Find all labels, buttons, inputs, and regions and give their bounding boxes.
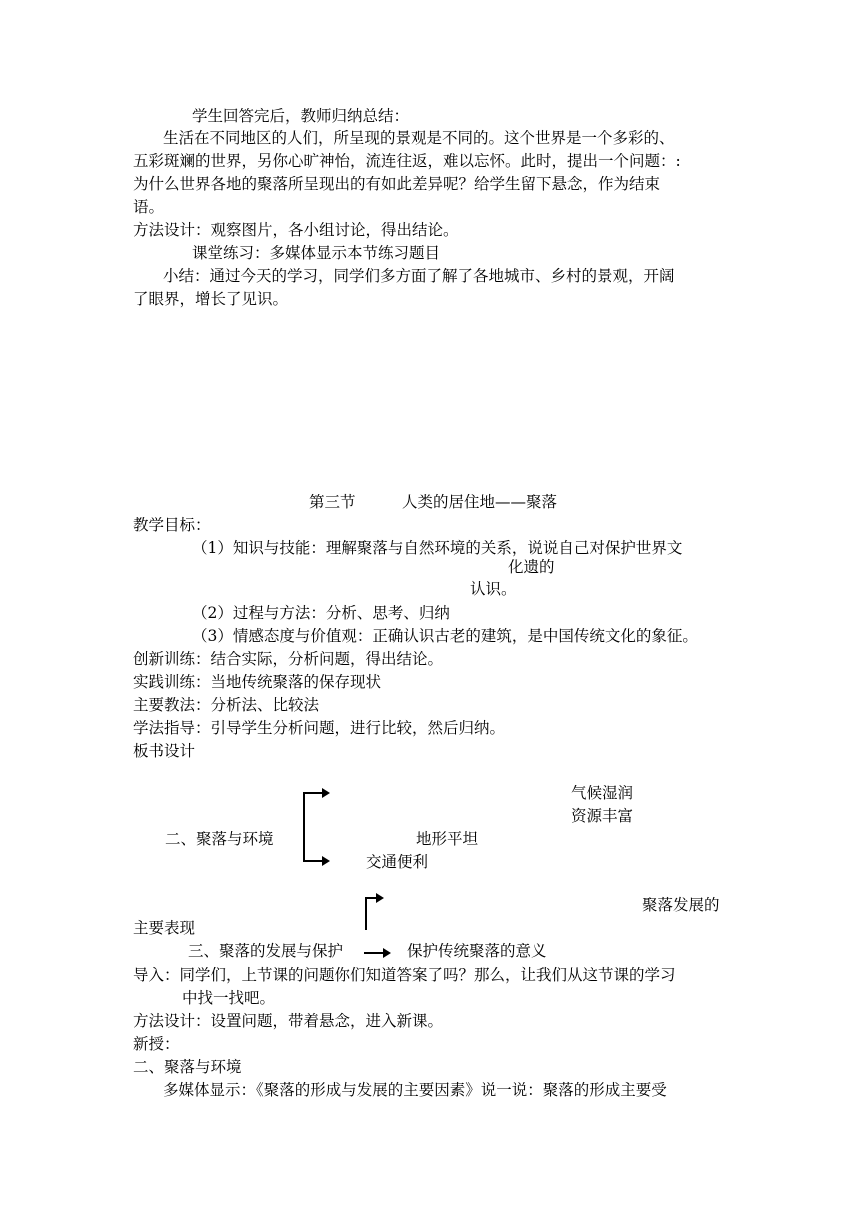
board-resources: 资源丰富	[571, 807, 634, 825]
text-line: 小结：通过今天的学习，同学们多方面了解了各地城市、乡村的景观，开阔	[163, 267, 675, 285]
board-development-b: 主要表现	[133, 919, 196, 937]
bracket-top	[303, 792, 323, 794]
text-line: 教学目标：	[133, 516, 211, 534]
arrow-right-icon	[322, 788, 330, 798]
board-section3: 三、聚落的发展与保护	[188, 942, 344, 960]
text-line: 实践训练：当地传统聚落的保存现状	[133, 673, 382, 691]
bracket-bottom	[303, 860, 323, 862]
text-line: 为什么世界各地的聚落所呈现出的有如此差异呢？给学生留下悬念，作为结束	[133, 175, 661, 193]
arrow-right-icon	[322, 856, 330, 866]
text-line: 生活在不同地区的人们，所呈现的景观是不同的。这个世界是一个多彩的、	[163, 129, 675, 147]
text-line: 认识。	[470, 580, 517, 598]
arrow-right-icon	[376, 893, 384, 903]
text-line: 方法设计：设置问题，带着悬念，进入新课。	[133, 1012, 444, 1030]
text-line: （3）情感态度与价值观：正确认识古老的建筑，是中国传统文化的象征。	[192, 627, 698, 645]
text-line: 课堂练习：多媒体显示本节练习题目	[192, 244, 441, 262]
text-line: 新授：	[133, 1035, 180, 1053]
text-line: 方法设计：观察图片，各小组讨论，得出结论。	[133, 221, 459, 239]
board-terrain: 地形平坦	[416, 830, 479, 848]
board-transport: 交通便利	[366, 853, 429, 871]
text-line: 导入：同学们，上节课的问题你们知道答案了吗？那么，让我们从这节课的学习	[133, 966, 676, 984]
text-line: 主要教法：分析法、比较法	[133, 696, 320, 714]
board-meaning: 保护传统聚落的意义	[407, 942, 547, 960]
text-line: 化遗的	[508, 558, 555, 576]
board-climate: 气候湿润	[571, 784, 634, 802]
text-line: （2）过程与方法：分析、思考、归纳	[192, 604, 450, 622]
text-line: 板书设计	[133, 742, 196, 760]
text-line: （1）知识与技能：理解聚落与自然环境的关系，说说自己对保护世界文	[192, 539, 683, 557]
text-line: 学生回答完后，教师归纳总结：	[192, 107, 410, 125]
bracket-vertical	[303, 793, 305, 861]
section-title: 第三节 人类的居住地——聚落	[309, 493, 558, 511]
text-line: 多媒体显示：《聚落的形成与发展的主要因素》说一说：聚落的形成主要受	[163, 1081, 667, 1099]
board-section2: 二、聚落与环境	[165, 830, 274, 848]
text-line: 二、聚落与环境	[133, 1058, 242, 1076]
text-line: 学法指导：引导学生分析问题，进行比较，然后归纳。	[133, 719, 506, 737]
text-line: 创新训练：结合实际，分析问题，得出结论。	[133, 650, 444, 668]
arrow-right-icon	[383, 948, 391, 958]
text-line: 了眼界，增长了见识。	[133, 290, 289, 308]
text-line: 五彩斑斓的世界，另你心旷神怡，流连往返，难以忘怀。此时，提出一个问题：:	[133, 152, 681, 170]
text-line: 中找一找吧。	[182, 989, 276, 1007]
arrow-line	[364, 952, 384, 954]
bent-arrow-vertical	[365, 898, 367, 930]
text-line: 语。	[133, 198, 165, 216]
board-development-a: 聚落发展的	[642, 896, 720, 914]
